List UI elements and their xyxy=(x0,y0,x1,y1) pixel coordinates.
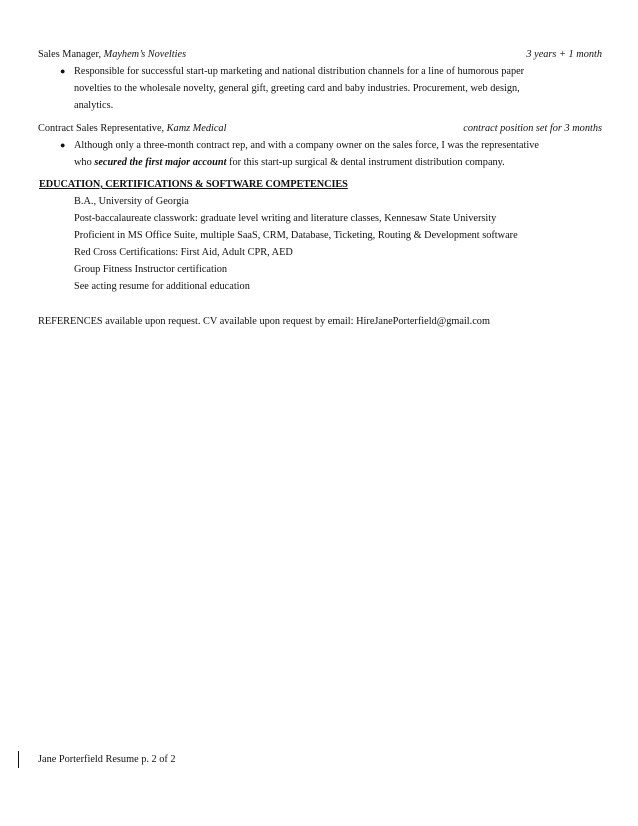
bullet-line: who secured the first major account for this start-up surgical & dental instrument distribution company. xyxy=(74,157,505,168)
company-name: Mayhem’s Novelties xyxy=(103,49,187,60)
highlight-text: secured the first major account xyxy=(94,157,227,168)
bullet-line: analytics. xyxy=(74,100,114,111)
company-name: Kamz Medical xyxy=(166,123,227,134)
bullet-line: Responsible for successful start-up marketing and national distribution channels for a line of humorous paper xyxy=(74,66,525,77)
education-list xyxy=(74,193,518,295)
bullet-line: Although only a three-month contract rep, and with a company owner on the sales force, I was the representative xyxy=(74,140,539,151)
bullet-dot-icon: ● xyxy=(60,140,66,150)
page-footer: Jane Porterfield Resume p. 2 of 2 xyxy=(38,754,176,765)
job-duration: 3 years + 1 month xyxy=(526,49,602,60)
job-title-line: Sales Manager, Mayhem’s Novelties xyxy=(38,49,187,60)
job-bullet xyxy=(60,137,600,171)
education-line: B.A., University of Georgia xyxy=(74,196,189,207)
job-title-line: Contract Sales Representative, Kamz Medical xyxy=(38,123,227,134)
bullet-dot-icon: ● xyxy=(60,66,66,76)
education-line: Red Cross Certifications: First Aid, Adult CPR, AED xyxy=(74,247,293,258)
education-line: Group Fitness Instructor certification xyxy=(74,264,227,275)
job-header-contract-sales-rep xyxy=(38,120,602,137)
bullet-line: novelties to the wholesale novelty, general gift, greeting card and baby industries. Procurement, web design, xyxy=(74,83,520,94)
education-line: Post-baccalaureate classwork: graduate level writing and literature classes, Kennesaw State University xyxy=(74,213,497,224)
job-bullet xyxy=(60,63,600,114)
education-line: Proficient in MS Office Suite, multiple SaaS, CRM, Database, Ticketing, Routing & Development software xyxy=(74,230,518,241)
references-line: REFERENCES available upon request. CV available upon request by email: HireJanePorterfield@gmail.com xyxy=(38,316,490,327)
footer-bar xyxy=(18,751,19,768)
job-header-sales-manager xyxy=(38,46,602,63)
job-duration: contract position set for 3 months xyxy=(463,123,602,134)
education-line: See acting resume for additional education xyxy=(74,281,250,292)
section-heading-education: EDUCATION, CERTIFICATIONS & SOFTWARE COMPETENCIES xyxy=(39,179,348,190)
